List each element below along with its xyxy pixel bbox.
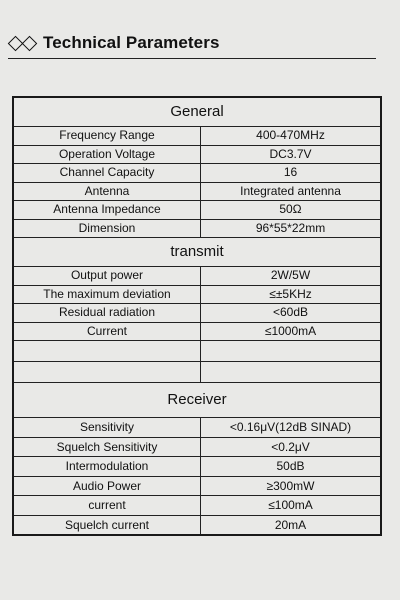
table-row <box>14 477 380 497</box>
param-name: Residual radiation <box>14 304 201 322</box>
section-title-receiver: Receiver <box>14 383 380 418</box>
param-value: 20mA <box>274 517 307 532</box>
param-name: Dimension <box>14 220 201 238</box>
table-row <box>14 183 380 202</box>
param-name: The maximum deviation <box>14 286 201 304</box>
param-value: ≤100mA <box>268 498 313 512</box>
param-name: Squelch current <box>14 516 201 535</box>
table-row <box>14 146 380 165</box>
table-row <box>14 496 380 516</box>
param-name: Sensitivity <box>14 418 201 437</box>
diamond-bullets-icon <box>10 38 35 49</box>
header-divider <box>8 58 376 59</box>
param-value: <0.16μV(12dB SINAD) <box>229 420 352 434</box>
table-row <box>14 127 380 146</box>
table-row <box>14 267 380 286</box>
param-value: 2W/5W <box>270 268 311 282</box>
param-value: DC3.7V <box>269 146 312 161</box>
param-name: Audio Power <box>14 477 201 496</box>
param-value: <0.2μV <box>271 439 310 454</box>
empty-row <box>14 362 380 383</box>
param-name: Antenna <box>14 183 201 201</box>
table-row <box>14 418 380 438</box>
param-name: Antenna Impedance <box>14 201 201 219</box>
param-name: Intermodulation <box>14 457 201 476</box>
empty-cell <box>14 362 201 382</box>
empty-cell <box>14 341 201 361</box>
page-title: Technical Parameters <box>43 33 220 52</box>
param-name: Channel Capacity <box>14 164 201 182</box>
table-row <box>14 304 380 323</box>
section-title-transmit: transmit <box>14 238 380 267</box>
param-name: Frequency Range <box>14 127 201 145</box>
param-value: ≤±5KHz <box>269 286 312 301</box>
param-value: Integrated antenna <box>240 183 341 198</box>
table-row <box>14 201 380 220</box>
table-row <box>14 457 380 477</box>
table-row <box>14 516 380 535</box>
empty-row <box>14 341 380 362</box>
section-title-general: General <box>14 98 380 127</box>
table-row <box>14 164 380 183</box>
param-name: current <box>14 496 201 515</box>
param-value: <60dB <box>272 305 309 319</box>
param-name: Current <box>14 323 201 341</box>
table-row <box>14 286 380 305</box>
param-value: 16 <box>283 165 298 179</box>
param-value: 400-470MHz <box>256 128 325 142</box>
param-value: 96*55*22mm <box>255 220 326 235</box>
param-value: 50dB <box>276 459 305 473</box>
param-name: Output power <box>14 267 201 285</box>
table-row <box>14 438 380 458</box>
param-name: Operation Voltage <box>14 146 201 164</box>
diamond-icon <box>22 35 38 51</box>
param-name: Squelch Sensitivity <box>14 438 201 457</box>
page-header <box>10 33 220 53</box>
parameters-table <box>12 96 382 536</box>
param-value: ≤1000mA <box>264 323 317 338</box>
table-row <box>14 323 380 342</box>
table-row <box>14 220 380 239</box>
param-value: 50Ω <box>279 202 302 216</box>
param-value: ≥300mW <box>266 478 315 493</box>
